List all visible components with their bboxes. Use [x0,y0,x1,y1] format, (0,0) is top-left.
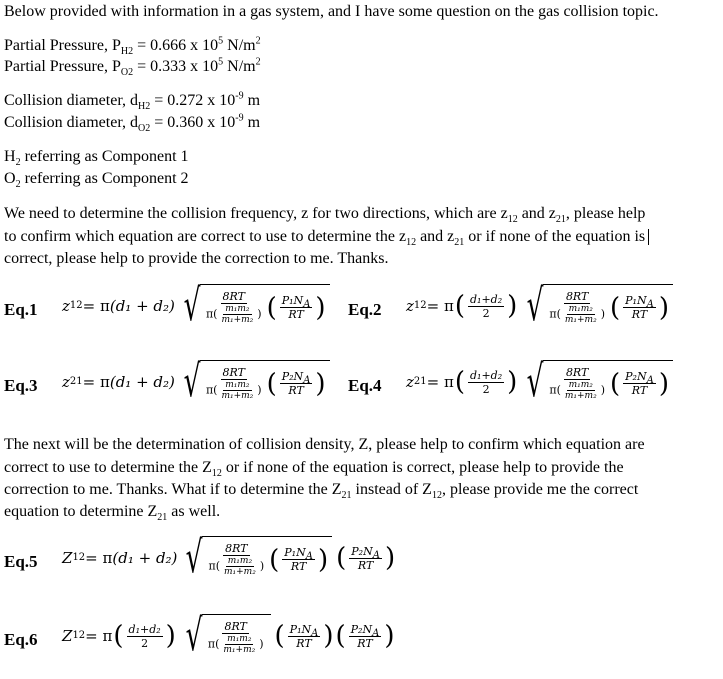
eq4-formula: z 21 = π ( $\frac{\text{d₁+d₂}}{2}$ ) √ 8RT π( $\frac{\text{m₁m₂}}{\text{m₁+m₂}}$ ) ( $\frac{P_2N_A}{RT}$ ) [406,360,676,404]
intro-text: Below provided with information in a gas system, and I have some question on the gas collision topic. [4,3,659,20]
eq6-formula: Z 12 = π ( $\frac{\text{d₁+d₂}}{2}$ ) √ 8RT π( $\frac{\text{m₁m₂}}{\text{m₁+m₂}}$ ) ( $\frac{P_1N_A}{RT}$ ) ( $\frac{P_2N_A}{RT}$ ) [62,610,395,661]
paragraph1-line3: correct, please help to provide the correction to me. Thanks. [4,250,389,267]
diameter-h2: Collision diameter, $d_{H2} = 0.272$ x $10^{-9}$ m [4,90,261,113]
eq5-formula: Z 12 = π (d₁ + d₂) √ 8RT π( $\frac{\text{m₁m₂}}{\text{m₁+m₂}}$ ) ( $\frac{P_1N_A}{RT}$ ) ( $\frac{P_2N_A}{RT}$ ) [62,532,396,583]
diameter-o2: Collision diameter, $d_{O2} = 0.360$ x $10^{-9}$ m [4,112,261,135]
paragraph2-line1: The next will be the determination of collision density, Z, please help to confirm which equation are [4,436,645,453]
eq3-formula: z 21 = π (d₁ + d₂) √ 8RT π( $\frac{\text{m₁m₂}}{\text{m₁+m₂}}$ ) ( $\frac{P_2N_A}{RT}$ ) [62,360,333,404]
eq1-label: Eq.1 [4,300,38,319]
paragraph2-line3: correction to me. Thanks. What if to determine the $Z_{21}$ instead of $Z_{12}$, please provide me the correct [4,481,639,502]
eq5-label: Eq.5 [4,552,38,571]
eq2-formula: z 12 = π ( $\frac{\text{d₁+d₂}}{2}$ ) √ 8RT π( $\frac{\text{m₁m₂}}{\text{m₁+m₂}}$ ) ( $\frac{P_1N_A}{RT}$ ) [406,284,676,328]
eq1-formula: z 12 = π (d₁ + d₂) √ 8RT π( $\frac{\text{m₁m₂}}{\text{m₁+m₂}}$ ) ( $\frac{P_1N_A}{RT}$ ) [62,284,333,328]
paragraph2-line2: correct to use to determine the $Z_{12}$ or if none of the equation is correct, please help to provide the [4,459,624,480]
component-2: $O_2$ referring as Component 2 [4,170,189,191]
eq4-label: Eq.4 [348,376,382,395]
pressure-h2: Partial Pressure, $P_{H2} = 0.666$ x $10^5$ $N/m^2$ [4,35,261,58]
paragraph1-line1: We need to determine the collision frequency, z for two directions, which are $z_{12}$ and $z_{21}$, please help [4,205,646,226]
eq3-label: Eq.3 [4,376,38,395]
text-cursor [648,229,649,245]
paragraph1-line2: to confirm which equation are correct to use to determine the $z_{12}$ and $z_{21}$ or if none of the equation is [4,227,649,247]
paragraph2-line4: equation to determine $Z_{21}$ as well. [4,503,221,524]
eq2-label: Eq.2 [348,300,382,319]
pressure-o2: Partial Pressure, $P_{O2} = 0.333$ x $10^5$ $N/m^2$ [4,56,261,79]
eq6-label: Eq.6 [4,630,38,649]
component-1: $H_2$ referring as Component 1 [4,148,189,169]
